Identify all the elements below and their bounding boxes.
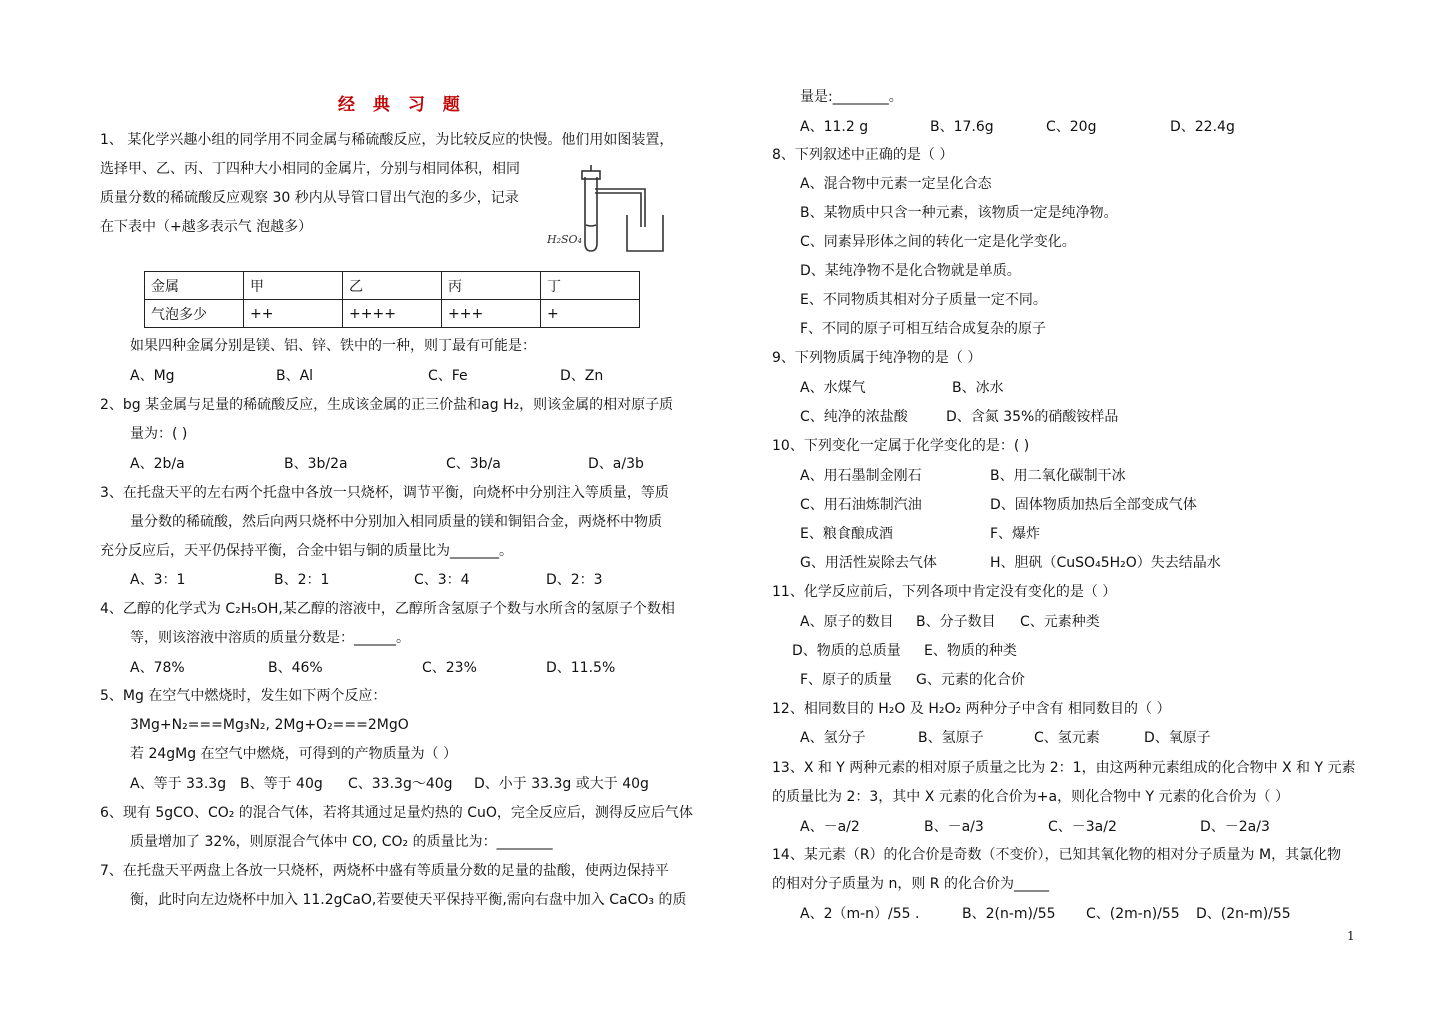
q11-option-b: B、分子数目 bbox=[916, 614, 996, 630]
q1-option-c: C、Fe bbox=[428, 368, 468, 384]
q9-option-b: B、冰水 bbox=[952, 380, 1004, 396]
q11-option-f: F、原子的质量 bbox=[800, 672, 893, 688]
q8-option-b: B、某物质中只含一种元素，该物质一定是纯净物。 bbox=[800, 205, 1118, 221]
q10-option-c: C、用石油炼制汽油 bbox=[800, 497, 922, 513]
q7-line-2: 衡，此时向左边烧杯中加入 11.2gCaO,若要使天平保持平衡,需向右盘中加入 CaCO₃ 的质 bbox=[130, 892, 687, 908]
q10-option-f: F、爆炸 bbox=[990, 526, 1041, 542]
q9-option-c: C、纯净的浓盐酸 bbox=[800, 409, 908, 425]
q1-option-d: D、Zn bbox=[560, 368, 604, 384]
q10-option-a: A、用石墨制金刚石 bbox=[800, 468, 922, 484]
table-row bbox=[145, 272, 640, 300]
q10-option-b: B、用二氧化碳制干冰 bbox=[990, 468, 1126, 484]
q3-line-2: 量分数的稀硫酸，然后向两只烧杯中分别加入相同质量的镁和铜铝合金，两烧杯中物质 bbox=[130, 514, 662, 530]
q11-option-e: E、物质的种类 bbox=[924, 643, 1017, 659]
q11-option-a: A、原子的数目 bbox=[800, 614, 894, 630]
q5-option-d: D、小于 33.3g 或大于 40g bbox=[474, 776, 649, 792]
q12-stem: 12、相同数目的 H₂O 及 H₂O₂ 两种分子中含有 相同数目的（ ） bbox=[772, 701, 1171, 717]
q4-option-d: D、11.5% bbox=[546, 660, 616, 676]
q13-option-b: B、－a/3 bbox=[924, 819, 984, 835]
q2-line-1: 2、bg 某金属与足量的稀硫酸反应，生成该金属的正三价盐和ag H₂，则该金属的相对原子质 bbox=[100, 397, 674, 413]
q2-line-2: 量为：( ) bbox=[130, 426, 188, 442]
table-cell: 甲 bbox=[244, 272, 343, 300]
q10-option-e: E、粮食酿成酒 bbox=[800, 526, 893, 542]
q3-line-1: 3、在托盘天平的左右两个托盘中各放一只烧杯，调节平衡，向烧杯中分别注入等质量，等质 bbox=[100, 485, 669, 501]
q7-option-a: A、11.2 g bbox=[800, 119, 869, 135]
q3-option-b: B、2：1 bbox=[274, 572, 330, 588]
q3-option-d: D、2：3 bbox=[546, 572, 603, 588]
q14-option-a: A、2（m-n）/55 . bbox=[800, 906, 920, 922]
q5-option-a: A、等于 33.3g bbox=[130, 776, 227, 792]
q5-line-3: 若 24gMg 在空气中燃烧，可得到的产物质量为（ ） bbox=[130, 746, 458, 762]
q10-option-g: G、用活性炭除去气体 bbox=[800, 555, 937, 571]
q13-option-c: C、－3a/2 bbox=[1048, 819, 1117, 835]
q7-option-c: C、20g bbox=[1046, 119, 1097, 135]
q5-line-1: 5、Mg 在空气中燃烧时，发生如下两个反应： bbox=[100, 688, 387, 704]
q8-stem: 8、下列叙述中正确的是（ ） bbox=[772, 147, 954, 163]
q2-option-a: A、2b/a bbox=[130, 456, 185, 472]
q5-option-b: B、等于 40g bbox=[240, 776, 323, 792]
table-cell: 气泡多少 bbox=[145, 300, 244, 328]
table-cell: 丁 bbox=[541, 272, 640, 300]
q12-option-b: B、氢原子 bbox=[918, 730, 984, 746]
q2-option-c: C、3b/a bbox=[446, 456, 501, 472]
q12-option-a: A、氢分子 bbox=[800, 730, 866, 746]
q9-stem: 9、下列物质属于纯净物的是（ ） bbox=[772, 350, 982, 366]
q13-line-1: 13、X 和 Y 两种元素的相对原子质量之比为 2：1，由这两种元素组成的化合物中 X 和 Y 元素 bbox=[772, 760, 1356, 776]
table-row bbox=[145, 300, 640, 328]
q1-line-2: 选择甲、乙、丙、丁四种大小相同的金属片，分别与相同体积，相同 bbox=[100, 161, 520, 177]
q14-line-2: 的相对分子质量为 n，则 R 的化合价为_____ bbox=[772, 876, 1049, 892]
q13-option-a: A、－a/2 bbox=[800, 819, 860, 835]
page-title: 经 典 习 题 bbox=[338, 95, 466, 115]
table-cell: 金属 bbox=[145, 272, 244, 300]
q4-line-1: 4、乙醇的化学式为 C₂H₅OH,某乙醇的溶液中，乙醇所含氢原子个数与水所含的氢原子个数相 bbox=[100, 601, 675, 617]
q7-tail: 量是:________。 bbox=[800, 89, 903, 105]
q14-option-d: D、(2n-m)/55 bbox=[1196, 906, 1291, 922]
test-tube-apparatus-image bbox=[545, 165, 675, 255]
q11-option-g: G、元素的化合价 bbox=[916, 672, 1025, 688]
q10-option-d: D、固体物质加热后全部变成气体 bbox=[990, 497, 1197, 513]
q4-line-2: 等，则该溶液中溶质的质量分数是：______。 bbox=[130, 630, 410, 646]
table-cell: ++ bbox=[244, 300, 343, 328]
q7-option-b: B、17.6g bbox=[930, 119, 994, 135]
q3-option-a: A、3：1 bbox=[130, 572, 186, 588]
q10-option-h: H、胆矾（CuSO₄5H₂O）失去结晶水 bbox=[990, 555, 1221, 571]
q1-option-b: B、Al bbox=[276, 368, 314, 384]
q9-option-a: A、水煤气 bbox=[800, 380, 866, 396]
q2-option-b: B、3b/2a bbox=[284, 456, 348, 472]
q8-option-c: C、同素异形体之间的转化一定是化学变化。 bbox=[800, 234, 1076, 250]
q7-line-1: 7、在托盘天平两盘上各放一只烧杯，两烧杯中盛有等质量分数的足量的盐酸，使两边保持平 bbox=[100, 863, 669, 879]
q8-option-e: E、不同物质其相对分子质量一定不同。 bbox=[800, 292, 1047, 308]
q12-option-d: D、氧原子 bbox=[1144, 730, 1211, 746]
q5-reactions: 3Mg+N₂===Mg₃N₂, 2Mg+O₂===2MgO bbox=[130, 717, 409, 733]
page-number: 1 bbox=[1347, 929, 1355, 943]
q1-tail: 如果四种金属分别是镁、铝、锌、铁中的一种，则丁最有可能是： bbox=[130, 338, 536, 354]
q14-option-b: B、2(n-m)/55 bbox=[962, 906, 1056, 922]
q10-stem: 10、下列变化一定属于化学变化的是：( ) bbox=[772, 438, 1030, 454]
q4-option-a: A、78% bbox=[130, 660, 185, 676]
q8-option-d: D、某纯净物不是化合物就是单质。 bbox=[800, 263, 1021, 279]
q1-line-4: 在下表中（+越多表示气 泡越多） bbox=[100, 219, 313, 235]
q5-option-c: C、33.3g～40g bbox=[348, 776, 453, 792]
apparatus-label: H₂SO₄ bbox=[547, 233, 582, 246]
q12-option-c: C、氢元素 bbox=[1034, 730, 1100, 746]
q14-line-1: 14、某元素（R）的化合价是奇数（不变价），已知其氧化物的相对分子质量为 M，其氯化物 bbox=[772, 847, 1342, 863]
table-cell: + bbox=[541, 300, 640, 328]
q6-line-1: 6、现有 5gCO、CO₂ 的混合气体，若将其通过足量灼热的 CuO，完全反应后，测得反应后气体 bbox=[100, 805, 693, 821]
q6-line-2: 质量增加了 32%，则原混合气体中 CO, CO₂ 的质量比为：________ bbox=[130, 834, 553, 850]
q13-option-d: D、－2a/3 bbox=[1200, 819, 1270, 835]
q3-option-c: C、3：4 bbox=[414, 572, 470, 588]
q1-line-1: 1、 某化学兴趣小组的同学用不同金属与稀硫酸反应，为比较反应的快慢。他们用如图装置， bbox=[100, 132, 674, 148]
table-cell: ++++ bbox=[343, 300, 442, 328]
q1-line-3: 质量分数的稀硫酸反应观察 30 秒内从导管口冒出气泡的多少，记录 bbox=[100, 190, 519, 206]
table-cell: 丙 bbox=[442, 272, 541, 300]
q4-option-c: C、23% bbox=[422, 660, 477, 676]
bubble-table bbox=[144, 271, 640, 328]
q11-option-c: C、元素种类 bbox=[1020, 614, 1100, 630]
q3-line-3: 充分反应后，天平仍保持平衡，合金中铝与铜的质量比为_______。 bbox=[100, 543, 513, 559]
q1-option-a: A、Mg bbox=[130, 368, 175, 384]
q11-option-d: D、物质的总质量 bbox=[792, 643, 901, 659]
q2-option-d: D、a/3b bbox=[588, 456, 644, 472]
table-cell: 乙 bbox=[343, 272, 442, 300]
q7-option-d: D、22.4g bbox=[1170, 119, 1235, 135]
q8-option-f: F、不同的原子可相互结合成复杂的原子 bbox=[800, 321, 1047, 337]
q13-line-2: 的质量比为 2：3，其中 X 元素的化合价为+a，则化合物中 Y 元素的化合价为（ ） bbox=[772, 789, 1289, 805]
q14-option-c: C、(2m-n)/55 bbox=[1086, 906, 1180, 922]
table-cell: +++ bbox=[442, 300, 541, 328]
q11-stem: 11、化学反应前后，下列各项中肯定没有变化的是（ ） bbox=[772, 584, 1117, 600]
q4-option-b: B、46% bbox=[268, 660, 323, 676]
q8-option-a: A、混合物中元素一定呈化合态 bbox=[800, 176, 992, 192]
q9-option-d: D、含氮 35%的硝酸铵样品 bbox=[946, 409, 1119, 425]
